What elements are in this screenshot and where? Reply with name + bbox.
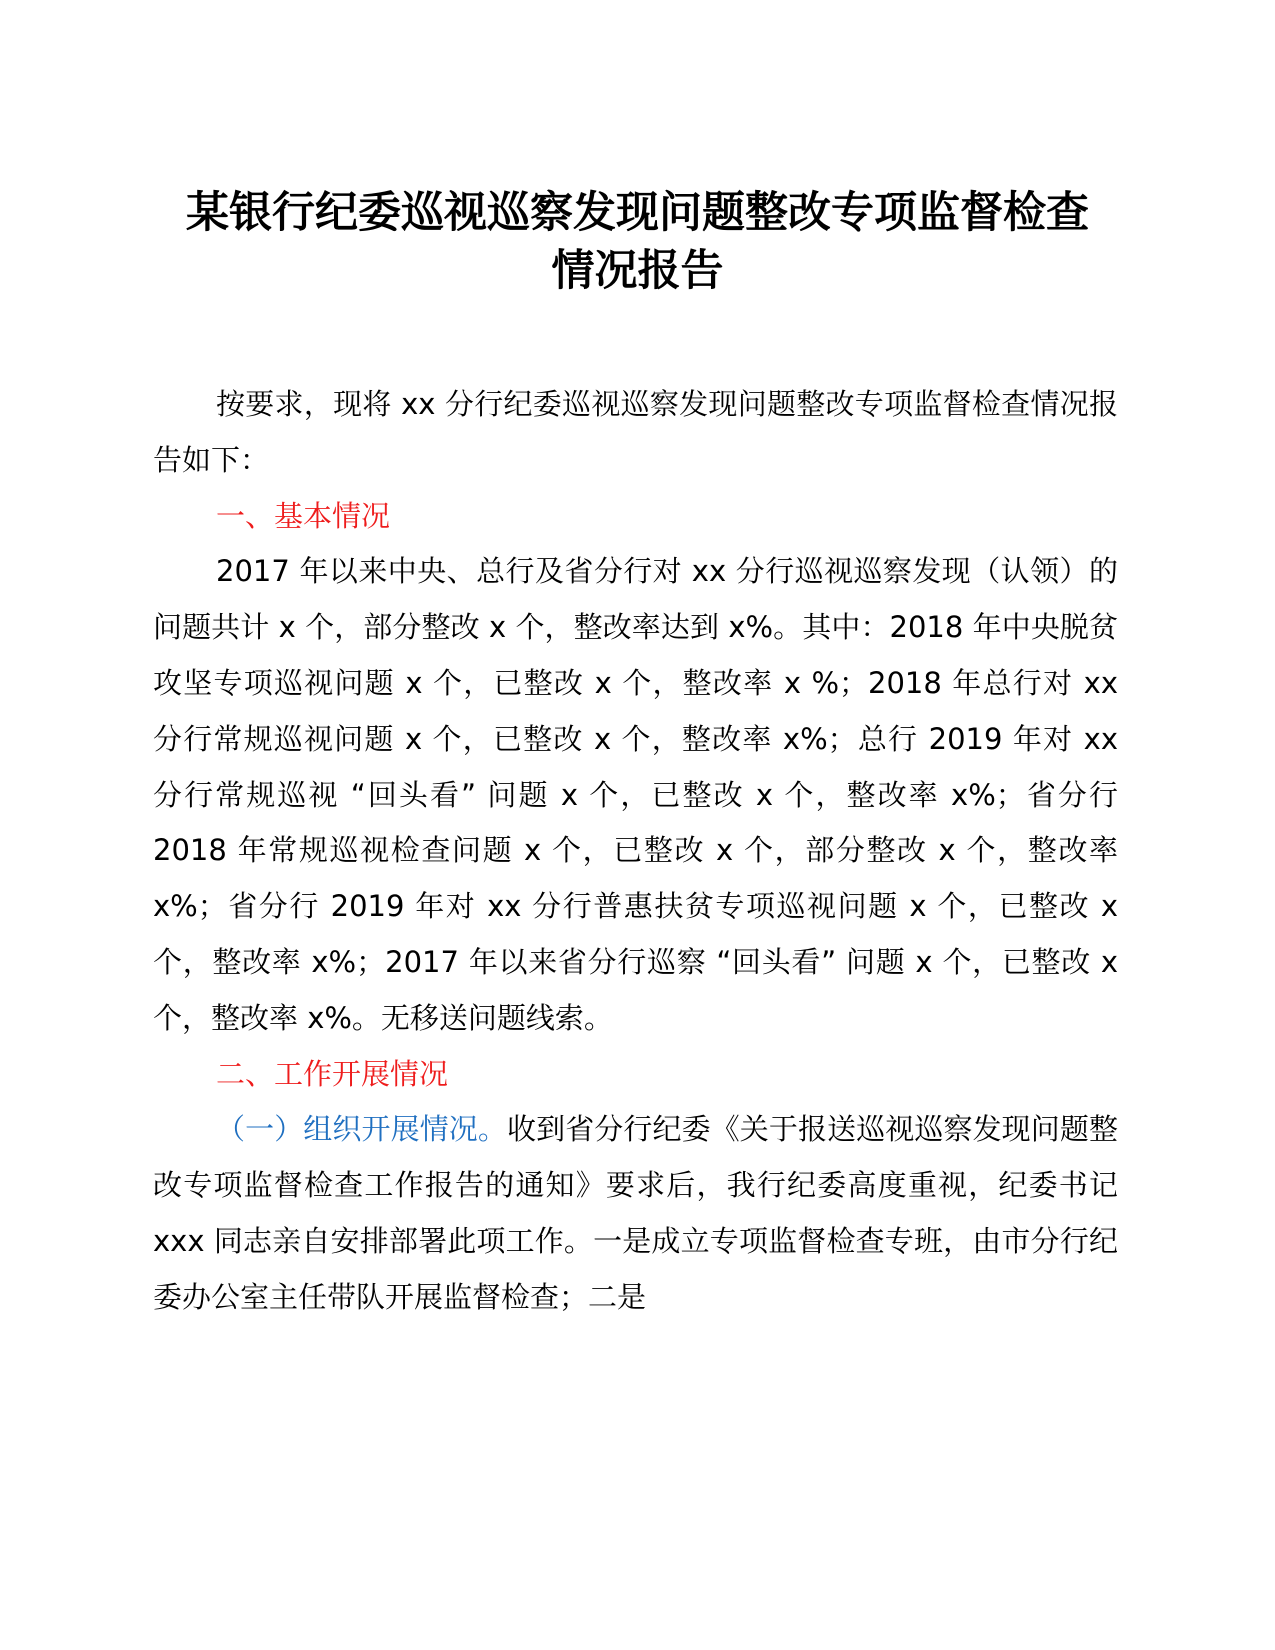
subsection-organization-text: 收到省分行纪委《关于报送巡视巡察发现问题整改专项监督检查工作报告的通知》要求后，我行纪委高度重视，纪委书记 xxx 同志亲自安排部署此项工作。一是成立专项监督检查专班，由市分行纪委办公室主任带队开展监督检查；二是 bbox=[153, 1112, 1118, 1314]
subsection-organization-label: （一）组织开展情况。 bbox=[216, 1112, 507, 1147]
document-body bbox=[153, 377, 1118, 1326]
title-line-1: 某银行纪委巡视巡察发现问题整改专项监督检查 bbox=[186, 188, 1089, 238]
intro-paragraph: 按要求，现将 xx 分行纪委巡视巡察发现问题整改专项监督检查情况报告如下： bbox=[153, 387, 1118, 477]
section-heading-work: 二、工作开展情况 bbox=[216, 1056, 449, 1091]
document-title bbox=[140, 184, 1135, 300]
subsection-organization-paragraph bbox=[153, 1102, 1118, 1325]
section-basic-paragraph: 2017 年以来中央、总行及省分行对 xx 分行巡视巡察发现（认领）的问题共计 x 个，部分整改 x 个，整改率达到 x%。其中：2018 年中央脱贫攻坚专项巡视问题 x 个，已整改 x 个，整改率 x %；2018 年总行对 xx 分行常规巡视问题 x 个，已整改 x 个，整改率 x%；总行 2019 年对 xx 分行常规巡视 “回头看” 问题 x 个，已整改 x 个，整改率 x%；省分行 2018 年常规巡视检查问题 x 个，已整改 x 个，部分整改 x 个，整改率 x%；省分行 2019 年对 xx 分行普惠扶贫专项巡视问题 x 个，已整改 x 个，整改率 x%；2017 年以来省分行巡察 “回头看” 问题 x 个，已整改 x 个，整改率 x%。无移送问题线索。 bbox=[153, 554, 1118, 1035]
section-heading-basic: 一、基本情况 bbox=[216, 498, 391, 533]
title-line-2: 情况报告 bbox=[551, 246, 724, 296]
